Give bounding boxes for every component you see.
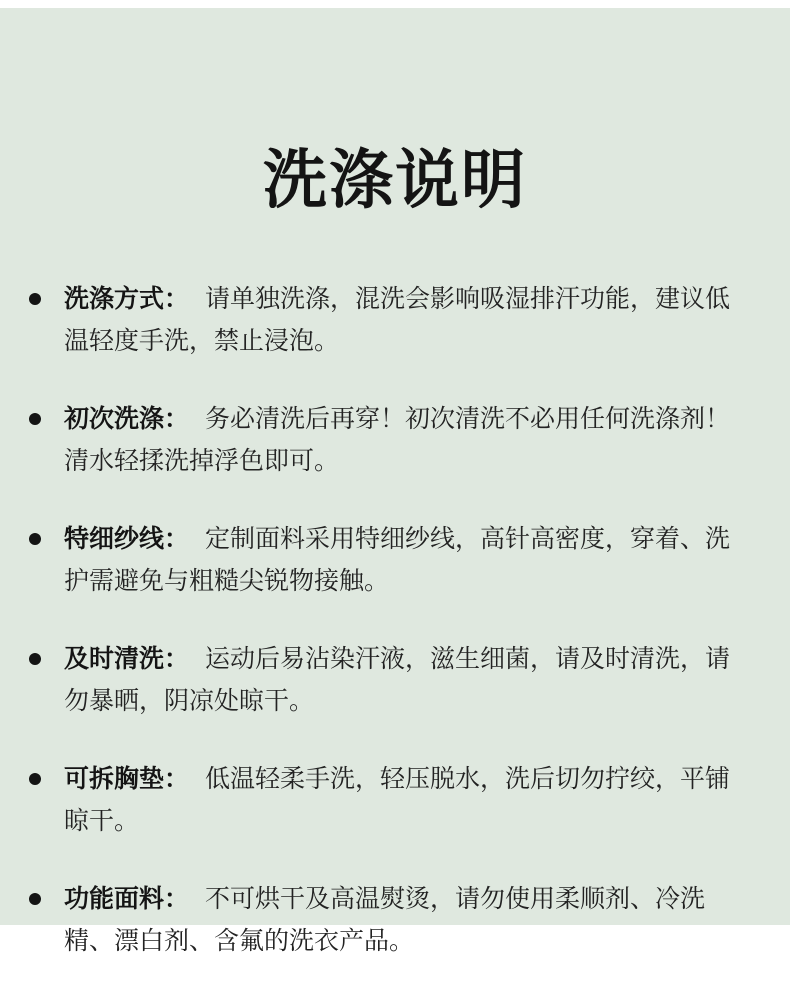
list-item bbox=[0, 398, 790, 482]
item-label: 及时清洗： bbox=[64, 644, 190, 673]
bullet-icon bbox=[29, 293, 41, 305]
page-title: 洗涤说明 bbox=[263, 144, 527, 218]
item-label: 洗涤方式： bbox=[64, 284, 190, 313]
care-instructions-list bbox=[0, 278, 790, 998]
list-item bbox=[0, 758, 790, 842]
item-label: 初次洗涤： bbox=[64, 404, 190, 433]
bullet-icon bbox=[29, 893, 41, 905]
list-item bbox=[0, 878, 790, 962]
item-label: 功能面料： bbox=[64, 884, 190, 913]
content-panel bbox=[0, 8, 790, 955]
item-label: 特细纱线： bbox=[64, 524, 190, 553]
bullet-icon bbox=[29, 413, 41, 425]
item-text: 低温轻柔手洗，轻压脱水，洗后切勿拧绞，平铺晾干。 bbox=[64, 764, 731, 835]
list-item bbox=[0, 278, 790, 362]
item-text: 定制面料采用特细纱线，高针高密度，穿着、洗护需避免与粗糙尖锐物接触。 bbox=[64, 524, 731, 595]
item-text: 不可烘干及高温熨烫，请勿使用柔顺剂、冷洗精、漂白剂、含氟的洗衣产品。 bbox=[64, 884, 706, 955]
item-text: 请单独洗涤，混洗会影响吸湿排汗功能，建议低温轻度手洗，禁止浸泡。 bbox=[64, 284, 731, 355]
list-item bbox=[0, 638, 790, 722]
item-label: 可拆胸垫： bbox=[64, 764, 190, 793]
item-text: 务必清洗后再穿！初次清洗不必用任何洗涤剂！清水轻揉洗掉浮色即可。 bbox=[64, 404, 731, 475]
bullet-icon bbox=[29, 653, 41, 665]
bullet-icon bbox=[29, 533, 41, 545]
list-item bbox=[0, 518, 790, 602]
item-text: 运动后易沾染汗液，滋生细菌，请及时清洗，请勿暴晒，阴凉处晾干。 bbox=[64, 644, 731, 715]
bullet-icon bbox=[29, 773, 41, 785]
